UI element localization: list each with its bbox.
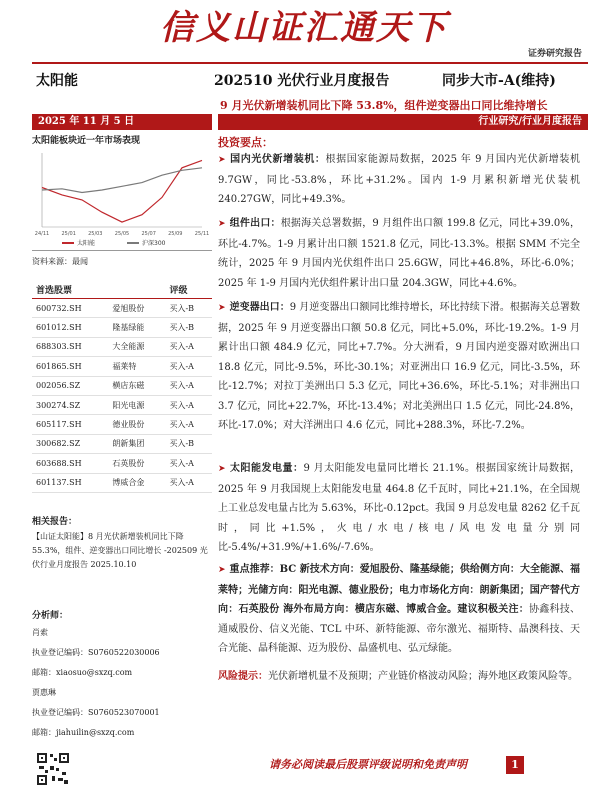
paragraph-label: 逆变器出口：	[229, 302, 290, 313]
table-row	[32, 357, 212, 376]
table-row	[32, 299, 212, 318]
bullet-icon: ➤	[218, 303, 226, 313]
table-row	[32, 395, 212, 414]
stock-rating: 买入-B	[165, 434, 212, 453]
stock-name: 朗新集团	[108, 434, 165, 453]
paragraph-recommendations	[218, 560, 580, 659]
x-tick-label: 25/03	[88, 231, 103, 237]
related-report-link[interactable]: 【山证太阳能】8 月光伏新增装机同比下降 55.3%，组件、逆变器出口同比增长 -202509 光伏行业月度报告 2025.10.10	[32, 532, 208, 569]
disclaimer-notice: 请务必阅读最后股票评级说明和免责声明	[269, 758, 467, 771]
x-tick-label: 25/09	[168, 231, 183, 237]
investment-highlights-heading: 投资要点：	[218, 136, 273, 149]
page-number: 1	[506, 756, 524, 774]
stock-name: 德业股份	[108, 415, 165, 434]
bullet-icon: ➤	[218, 155, 226, 165]
risk-text: 光伏新增机量不及预期；产业链价格波动风险；海外地区政策风险等。	[268, 671, 578, 682]
stock-code: 601012.SH	[32, 318, 108, 337]
qr-code-icon	[36, 752, 70, 786]
report-subtitle: 9 月光伏新增装机同比下降 53.8%，组件逆变器出口同比维持增长	[220, 99, 548, 112]
report-date: 2025 年 11 月 5 日	[32, 114, 212, 130]
table-row	[32, 337, 212, 356]
stock-code: 601865.SH	[32, 357, 108, 376]
paragraph-label: 国内光伏新增装机：	[229, 154, 326, 165]
x-tick-label: 24/11	[34, 231, 50, 237]
stock-rating: 买入-A	[165, 357, 212, 376]
related-reports-heading: 相关报告：	[32, 517, 78, 527]
analysts-heading: 分析师：	[32, 611, 69, 621]
table-row	[32, 415, 212, 434]
sector-rating: 同步大市-A(维持)	[442, 73, 556, 89]
risk-label: 风险提示：	[218, 671, 268, 682]
paragraph-solar-generation	[218, 459, 580, 558]
stock-name: 福莱特	[108, 357, 165, 376]
table-row	[32, 434, 212, 453]
analyst-2-email[interactable]: 邮箱：jiahuilin@sxzq.com	[32, 728, 135, 737]
stock-rating: 买入-A	[165, 473, 212, 492]
stock-code: 605117.SH	[32, 415, 108, 434]
legend-label: 太阳能	[77, 240, 96, 247]
stock-rating: 买入-A	[165, 376, 212, 395]
col-header-name	[108, 280, 165, 299]
report-type-label: 证券研究报告	[528, 49, 583, 59]
analyst-1-license: 执业登记编码：S0760522030006	[32, 648, 160, 657]
analyst-2-name: 贾惠琳	[32, 688, 56, 697]
brand-logo: 信义山证汇通天下	[160, 8, 448, 48]
analyst-1-name: 肖索	[32, 628, 48, 637]
stock-rating: 买入-A	[165, 395, 212, 414]
table-row	[32, 454, 212, 473]
stock-name: 大全能源	[108, 337, 165, 356]
col-header-code: 首选股票	[32, 280, 108, 299]
report-category: 行业研究/行业月度报告	[218, 114, 588, 130]
stock-rating: 买入-A	[165, 415, 212, 434]
stock-name: 博威合金	[108, 473, 165, 492]
series-line-0	[42, 160, 202, 222]
report-title: 202510 光伏行业月度报告	[214, 73, 390, 89]
paragraph-module-export	[218, 214, 580, 293]
stock-name: 隆基绿能	[108, 318, 165, 337]
paragraph-label: 重点推荐：BC 新技术方向：爱旭股份、隆基绿能；供给侧方向：大全能源、福莱特；光储方向：阳光电源、德业股份；电力市场化方向：朗新集团；国产替代方向：石英股份 海外布局方向：横店东磁、博威合金。建议积极关注：	[218, 564, 580, 615]
top-picks-table	[32, 280, 212, 493]
paragraph-text: 协鑫科技、通威股份、信义光能、TCL 中环、新特能源、帝尔激光、福斯特、晶澳科技、天合光能、晶科能源、迈为股份、晶盛机电、弘元绿能。	[218, 604, 581, 654]
x-tick-label: 25/05	[114, 231, 130, 237]
stock-rating: 买入-B	[165, 318, 212, 337]
paragraph-text: 根据国家能源局数据，2025 年 9 月国内光伏新增装机 9.7GW，同比-53.8%，环比+31.2%。国内 1-9 月累积新增光伏装机 240.27GW，同比+49.3%。	[218, 154, 580, 205]
legend-label: 沪深300	[142, 240, 166, 247]
stock-rating: 买入-A	[165, 337, 212, 356]
table-header-row	[32, 280, 212, 299]
stock-code: 601137.SH	[32, 473, 108, 492]
stock-name: 阳光电源	[108, 395, 165, 414]
analyst-1-email[interactable]: 邮箱：xiaosuo@sxzq.com	[32, 668, 133, 677]
analyst-2-license: 执业登记编码：S0760523070001	[32, 708, 160, 717]
paragraph-text: 9 月逆变器出口额同比维持增长，环比持续下滑。根据海关总署数据，2025 年 9 月逆变器出口额 50.8 亿元，同比+5.0%，环比-19.2%。1-9 月累计出口额 484.9 亿元，同比+7.7%。分大洲看，9 月国内逆变器对欧洲出口 18.8 亿元，同比-9.5%，环比-30.1%；对亚洲出口 16.9 亿元，同比-3.5%，环比-12.7%；对拉丁美洲出口 5.3 亿元，同比+36.6%，环比-5.1%；对非洲出口 3.7 亿元，同比+22.7%，环比-13.4%；对北美洲出口 1.5 亿元，同比-24.8%，环比-17.0%；对大洋洲出口 4.6 亿元，同比+288.3%，环比-7.2%。	[218, 302, 581, 431]
x-tick-label: 25/11	[194, 231, 210, 237]
chart-title: 太阳能板块近一年市场表现	[32, 136, 141, 146]
paragraph-inverter-export	[218, 298, 580, 436]
stock-code: 688303.SH	[32, 337, 108, 356]
stock-code: 002056.SZ	[32, 376, 108, 395]
stock-name: 石英股份	[108, 454, 165, 473]
market-performance-chart	[32, 145, 212, 251]
x-tick-label: 25/07	[141, 231, 156, 237]
series-line-1	[42, 168, 202, 193]
bullet-icon: ➤	[218, 464, 226, 474]
stock-name: 爱旭股份	[108, 299, 165, 318]
stock-rating: 买入-A	[165, 454, 212, 473]
paragraph-domestic-install	[218, 150, 580, 210]
paragraph-text: 根据海关总署数据，9 月组件出口额 199.8 亿元，同比+39.0%，环比-4.7%。1-9 月累计出口额 1521.8 亿元，同比-13.3%。根据 SMM 不完全统计，2025 年 9 月国内光伏组件出口 25.6GW，同比+46.8%，环比-6.0%；2025 年 1-9 月国内光伏组件累计出口量 204.3GW，同比+4.6%。	[218, 218, 580, 289]
table-row	[32, 376, 212, 395]
bullet-icon: ➤	[218, 565, 226, 575]
stock-code: 600732.SH	[32, 299, 108, 318]
col-header-rating: 评级	[165, 280, 212, 299]
paragraph-label: 太阳能发电量：	[229, 463, 304, 474]
chart-source: 资料来源：最闻	[32, 257, 88, 266]
stock-rating: 买入-B	[165, 299, 212, 318]
stock-code: 603688.SH	[32, 454, 108, 473]
table-row	[32, 473, 212, 492]
stock-code: 300274.SZ	[32, 395, 108, 414]
table-row	[32, 318, 212, 337]
paragraph-label: 组件出口：	[229, 218, 281, 229]
bullet-icon: ➤	[218, 219, 226, 229]
paragraph-risk	[218, 667, 580, 687]
header-divider	[32, 62, 588, 64]
line-chart	[32, 145, 212, 250]
sector-name: 太阳能	[36, 73, 78, 89]
paragraph-text: 9 月太阳能发电量同比增长 21.1%。根据国家统计局数据，2025 年 9 月我国规上太阳能发电量 464.8 亿千瓦时，同比+21.1%，在全国规上工业总发电量占比为 5.63%，环比-0.12pct。我国 9 月总发电量 8262 亿千瓦时，同比+1.5%，火电/水电/核电/风电发电量分别同比-5.4%/+31.9%/+1.6%/-7.6%。	[218, 463, 580, 553]
stock-name: 横店东磁	[108, 376, 165, 395]
stock-code: 300682.SZ	[32, 434, 108, 453]
x-tick-label: 25/01	[61, 231, 76, 237]
